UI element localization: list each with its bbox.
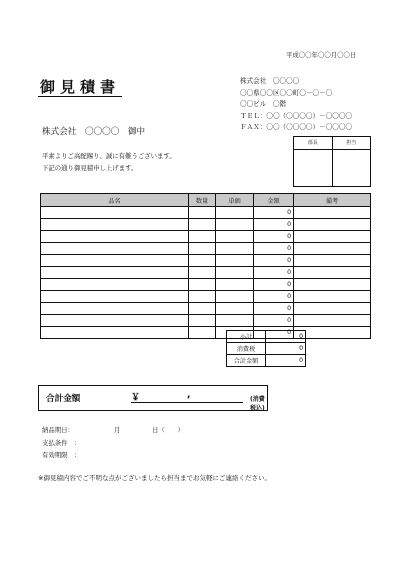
- cell-price[interactable]: [216, 303, 254, 315]
- stamp-manager-label: 部長: [294, 137, 332, 150]
- header-item-name: 品名: [41, 194, 189, 207]
- cell-qty[interactable]: [189, 315, 216, 327]
- grand-total-label: 合計金額: [46, 394, 81, 404]
- delivery-label: 納品期日：: [42, 426, 74, 434]
- stamp-manager: [294, 137, 332, 186]
- cell-qty[interactable]: [189, 219, 216, 231]
- cell-item[interactable]: [41, 327, 189, 339]
- total-value: 0: [266, 355, 306, 367]
- table-row: [41, 279, 371, 291]
- header-amount: 金額: [254, 194, 294, 207]
- grand-total-box: [38, 385, 268, 411]
- cell-qty[interactable]: [189, 327, 216, 339]
- validity-label: 有効期限 ：: [42, 451, 81, 459]
- delivery-day: 日（ ）: [152, 426, 184, 434]
- cell-amount: 0: [254, 231, 294, 243]
- cell-amount: 0: [254, 315, 294, 327]
- cell-price[interactable]: [216, 267, 254, 279]
- document-title: 御見積書: [40, 78, 121, 96]
- cell-item[interactable]: [41, 207, 189, 219]
- table-row: [41, 315, 371, 327]
- cell-amount: 0: [254, 303, 294, 315]
- issuer-company: 株式会社 〇〇〇〇: [240, 77, 300, 85]
- table-row: [41, 255, 371, 267]
- recipient: 株式会社 〇〇〇〇 御中: [42, 127, 146, 137]
- cell-qty[interactable]: [189, 243, 216, 255]
- table-row: [41, 327, 371, 339]
- cell-item[interactable]: [41, 279, 189, 291]
- tax-row: [227, 343, 306, 355]
- cell-qty[interactable]: [189, 267, 216, 279]
- greeting-text: [42, 151, 176, 174]
- document-date: 平成〇〇年〇〇月〇〇日: [286, 51, 357, 59]
- cell-remarks[interactable]: [294, 291, 371, 303]
- cell-amount: 0: [254, 219, 294, 231]
- summary-table: [226, 330, 306, 367]
- total-label: 合計金額: [227, 355, 266, 367]
- subtotal-label: 小計: [227, 331, 266, 343]
- cell-amount: 0: [254, 291, 294, 303]
- cell-remarks[interactable]: [294, 315, 371, 327]
- cell-qty[interactable]: [189, 207, 216, 219]
- cell-remarks[interactable]: [294, 243, 371, 255]
- cell-price[interactable]: [216, 315, 254, 327]
- cell-qty[interactable]: [189, 255, 216, 267]
- greeting-line: 下記の通り御見積申し上げます。: [42, 163, 138, 172]
- delivery-month: 月: [114, 426, 121, 434]
- cell-item[interactable]: [41, 219, 189, 231]
- approval-stamps: [293, 136, 371, 187]
- cell-item[interactable]: [41, 255, 189, 267]
- tax-included-note: (消費税込): [250, 396, 265, 412]
- amount-underline: [131, 402, 243, 403]
- cell-remarks[interactable]: [294, 255, 371, 267]
- payment-row: [42, 437, 242, 450]
- delivery-row: [42, 424, 242, 437]
- terms-block: [42, 424, 242, 462]
- cell-price[interactable]: [216, 279, 254, 291]
- cell-price[interactable]: [216, 219, 254, 231]
- amount-comma: ,: [187, 390, 191, 400]
- cell-price[interactable]: [216, 291, 254, 303]
- yen-sign: ￥: [131, 393, 141, 403]
- stamp-staff-label: 担当: [333, 137, 371, 150]
- cell-qty[interactable]: [189, 303, 216, 315]
- cell-remarks[interactable]: [294, 267, 371, 279]
- table-row: [41, 231, 371, 243]
- footer-note: ※御見積内容でご不明な点がございましたら担当までお気軽にご連絡ください。: [38, 474, 271, 482]
- issuer-tel: ＴＥＬ：〇〇（〇〇〇〇）－〇〇〇〇: [240, 111, 353, 120]
- table-row: [41, 291, 371, 303]
- header-remarks: 備考: [294, 194, 371, 207]
- cell-item[interactable]: [41, 303, 189, 315]
- cell-item[interactable]: [41, 243, 189, 255]
- subtotal-row: [227, 331, 306, 343]
- cell-remarks[interactable]: [294, 207, 371, 219]
- cell-price[interactable]: [216, 255, 254, 267]
- subtotal-value: 0: [266, 331, 306, 343]
- cell-amount: 0: [254, 243, 294, 255]
- cell-item[interactable]: [41, 231, 189, 243]
- table-row: [41, 207, 371, 219]
- table-row: [41, 219, 371, 231]
- cell-price[interactable]: [216, 231, 254, 243]
- table-header-row: [41, 194, 371, 207]
- items-table: [40, 193, 371, 339]
- table-row: [41, 303, 371, 315]
- cell-amount: 0: [254, 327, 294, 339]
- cell-amount: 0: [254, 255, 294, 267]
- total-row: [227, 355, 306, 367]
- issuer-address2: 〇〇ビル 〇階: [240, 100, 287, 108]
- cell-remarks[interactable]: [294, 279, 371, 291]
- cell-remarks[interactable]: [294, 219, 371, 231]
- table-row: [41, 243, 371, 255]
- cell-amount: 0: [254, 267, 294, 279]
- header-quantity: 数量: [189, 194, 216, 207]
- header-unit-price: 単価: [216, 194, 254, 207]
- stamp-staff: [332, 137, 371, 186]
- cell-price[interactable]: [216, 207, 254, 219]
- cell-remarks[interactable]: [294, 231, 371, 243]
- payment-label: 支払条件 ：: [42, 438, 81, 447]
- issuer-address1: 〇〇県〇〇区〇〇町〇－〇－〇: [240, 88, 333, 97]
- cell-qty[interactable]: [189, 291, 216, 303]
- cell-qty[interactable]: [189, 231, 216, 243]
- cell-amount: 0: [254, 279, 294, 291]
- issuer-block: [240, 76, 352, 134]
- table-row: [41, 267, 371, 279]
- cell-price[interactable]: [216, 243, 254, 255]
- cell-qty[interactable]: [189, 279, 216, 291]
- cell-item[interactable]: [41, 315, 189, 327]
- title-underline: [38, 96, 122, 97]
- cell-amount: 0: [254, 207, 294, 219]
- cell-item[interactable]: [41, 291, 189, 303]
- greeting-line: 平素よりご高配賜り、誠に有難うございます。: [42, 152, 176, 160]
- tax-value: 0: [266, 343, 306, 355]
- tax-label: 消費税: [227, 343, 266, 355]
- cell-remarks[interactable]: [294, 303, 371, 315]
- issuer-fax: ＦＡＸ：〇〇（〇〇〇〇）－〇〇〇〇: [240, 123, 353, 131]
- cell-item[interactable]: [41, 267, 189, 279]
- validity-row: [42, 449, 242, 462]
